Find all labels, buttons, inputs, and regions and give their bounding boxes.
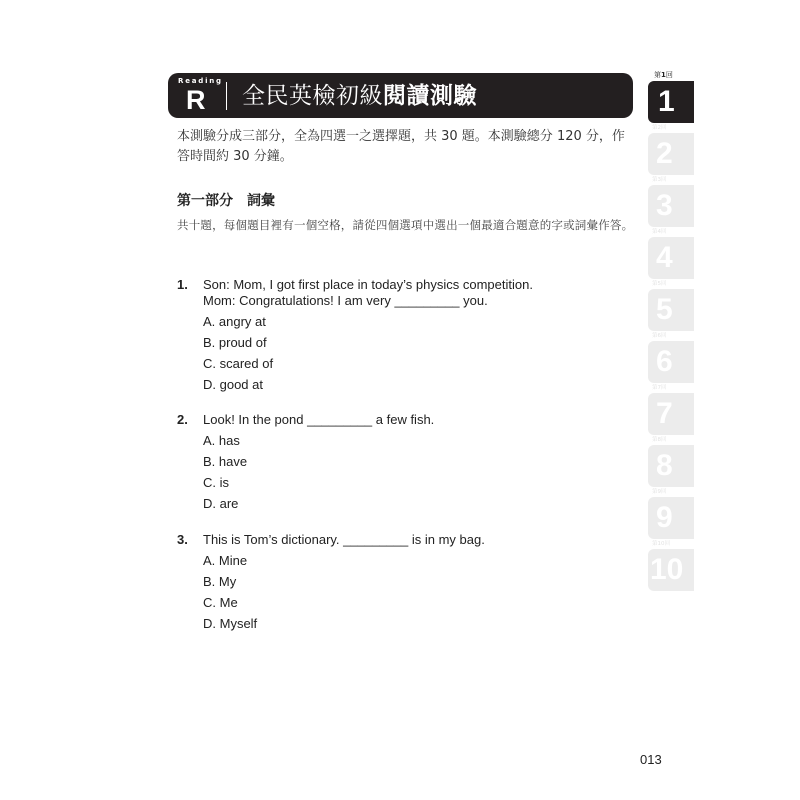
question-line: Son: Mom, I got first place in today’s physics competition. xyxy=(203,277,533,292)
reading-letter: R xyxy=(186,85,206,115)
tab-round-3[interactable]: 3 xyxy=(648,185,694,227)
option-d: D. are xyxy=(203,496,239,511)
option-a: A. angry at xyxy=(203,314,266,329)
tab-round-8[interactable]: 8 xyxy=(648,445,694,487)
option-b: B. proud of xyxy=(203,335,267,350)
question-number: 3. xyxy=(177,532,188,547)
tab-round-7[interactable]: 7 xyxy=(648,393,694,435)
question-line: Look! In the pond _________ a few fish. xyxy=(203,412,435,427)
tab-label-9: 第9回 xyxy=(652,489,667,495)
tab-round-2[interactable]: 2 xyxy=(648,133,694,175)
tab-label-1: 第1回 xyxy=(654,71,673,79)
option-c: C. is xyxy=(203,475,229,490)
tab-round-9[interactable]: 9 xyxy=(648,497,694,539)
title-plain: 全民英檢初級 xyxy=(242,83,383,109)
tab-round-1[interactable]: 1 xyxy=(648,81,694,123)
tab-label-4: 第4回 xyxy=(652,229,667,235)
test-round-tabs xyxy=(648,71,694,601)
tab-round-10[interactable]: 10 xyxy=(648,549,694,591)
test-intro: 本測驗分成三部分，全為四選一之選擇題，共 30 題。本測驗總分 120 分，作答時間約 30 分鐘。 xyxy=(177,129,625,164)
page-number: 013 xyxy=(640,752,662,767)
tab-round-6[interactable]: 6 xyxy=(648,341,694,383)
tab-round-4[interactable]: 4 xyxy=(648,237,694,279)
tab-round-5[interactable]: 5 xyxy=(648,289,694,331)
tab-label-8: 第8回 xyxy=(652,437,667,443)
option-b: B. My xyxy=(203,574,237,589)
page-title xyxy=(242,81,477,111)
reading-label: Reading xyxy=(178,77,223,85)
option-b: B. have xyxy=(203,454,248,469)
option-c: C. scared of xyxy=(203,356,274,371)
question-number: 1. xyxy=(177,277,188,292)
tab-label-3: 第3回 xyxy=(652,177,667,183)
option-d: D. Myself xyxy=(203,616,258,631)
question-number: 2. xyxy=(177,412,188,427)
page-header xyxy=(168,73,633,118)
question-line: Mom: Congratulations! I am very _________ you. xyxy=(203,293,488,308)
section-title: 第一部分 詞彙 xyxy=(177,193,275,209)
title-bold: 閱讀測驗 xyxy=(383,83,477,109)
tab-label-5: 第5回 xyxy=(652,281,667,287)
tab-label-10: 第10回 xyxy=(652,541,670,547)
tab-label-2: 第2回 xyxy=(652,125,667,131)
header-divider xyxy=(226,82,227,110)
option-c: C. Me xyxy=(203,595,238,610)
tab-label-7: 第7回 xyxy=(652,385,667,391)
option-a: A. Mine xyxy=(203,553,248,568)
question-line: This is Tom’s dictionary. _________ is in my bag. xyxy=(203,532,485,547)
option-d: D. good at xyxy=(203,377,263,392)
tab-label-6: 第6回 xyxy=(652,333,667,339)
section-description: 共十題，每個題目裡有一個空格，請從四個選項中選出一個最適合題意的字或詞彙作答。 xyxy=(177,218,634,232)
option-a: A. has xyxy=(203,433,240,448)
